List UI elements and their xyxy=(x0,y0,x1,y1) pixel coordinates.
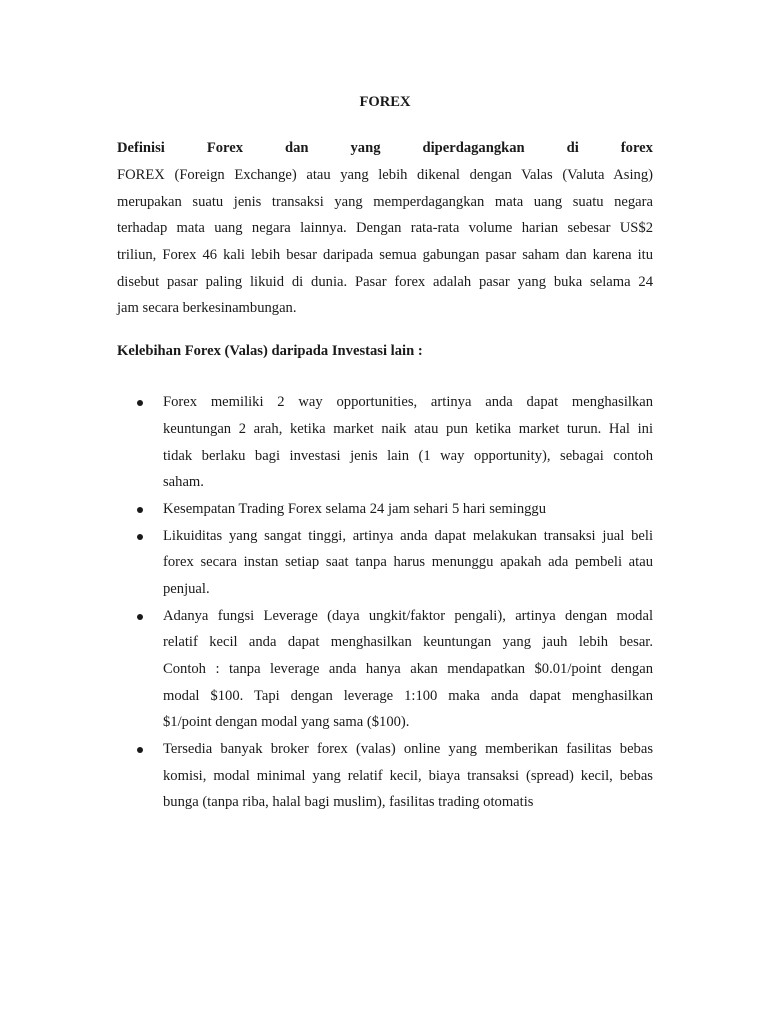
definition-heading-word: Definisi xyxy=(117,140,165,156)
list-item-line: Forex memiliki 2 way opportunities, artinya anda dapat menghasilkan xyxy=(163,394,653,411)
list-item-line: Contoh : tanpa leverage anda hanya akan mendapatkan $0.01/point dengan xyxy=(163,661,653,677)
page-title: FOREX xyxy=(359,94,411,110)
bullet-icon xyxy=(137,747,143,753)
list-item xyxy=(117,603,653,736)
list-item-line: $1/point dengan modal yang sama ($100). xyxy=(163,714,410,731)
list-item-line: forex secara instan setiap saat tanpa harus menunggu apakah ada pembeli atau xyxy=(163,554,653,571)
list-item xyxy=(117,496,653,523)
list-item-line: Likuiditas yang sangat tinggi, artinya anda dapat melakukan transaksi jual beli xyxy=(163,527,653,544)
bullet-icon xyxy=(137,614,143,620)
list-item-line: Tersedia banyak broker forex (valas) online yang memberikan fasilitas bebas xyxy=(163,741,653,758)
definition-heading-word: yang xyxy=(350,140,381,156)
paragraph-line: triliun, Forex 46 kali lebih besar daripada semua gabungan pasar saham dan karena itu xyxy=(117,247,653,264)
list-item-line: saham. xyxy=(163,474,204,491)
list-item-line: modal $100. Tapi dengan leverage 1:100 maka anda dapat menghasilkan xyxy=(163,687,653,704)
list-item-line: penjual. xyxy=(163,580,210,597)
list-item-line: keuntungan 2 arah, ketika market naik atau pun ketika market turun. Hal ini xyxy=(163,420,653,437)
list-item-line: Kesempatan Trading Forex selama 24 jam sehari 5 hari seminggu xyxy=(163,500,547,517)
intro-paragraph xyxy=(117,162,653,322)
bullet-icon xyxy=(137,534,143,540)
definition-heading-word: diperdagangkan xyxy=(422,140,525,156)
paragraph-line: FOREX (Foreign Exchange) atau yang lebih dikenal dengan Valas (Valuta Asing) xyxy=(117,167,653,183)
paragraph-line: jam secara berkesinambungan. xyxy=(117,300,297,317)
definition-heading-word: forex xyxy=(620,140,653,156)
bullet-icon xyxy=(137,507,143,513)
list-item-line: bunga (tanpa riba, halal bagi muslim), fasilitas trading otomatis xyxy=(163,794,534,811)
list-item-line: Adanya fungsi Leverage (daya ungkit/faktor pengali), artinya dengan modal xyxy=(163,607,653,624)
list-item-line: komisi, modal minimal yang relatif kecil, biaya transaksi (spread) kecil, bebas xyxy=(163,767,653,784)
bullet-icon xyxy=(137,400,143,406)
list-item xyxy=(117,736,653,816)
document-body xyxy=(117,91,653,816)
definition-heading-word: Forex xyxy=(206,140,244,156)
list-item-line: tidak berlaku bagi investasi jenis lain (1 way opportunity), sebagai contoh xyxy=(163,447,653,464)
paragraph-line: merupakan suatu jenis transaksi yang memperdagangkan mata uang suatu negara xyxy=(117,193,653,210)
advantages-list xyxy=(117,389,653,816)
list-item-line: relatif kecil anda dapat menghasilkan keuntungan yang jauh lebih besar. xyxy=(163,634,653,651)
list-item xyxy=(117,523,653,603)
advantages-heading: Kelebihan Forex (Valas) daripada Investasi lain : xyxy=(117,343,423,360)
paragraph-line: disebut pasar paling likuid di dunia. Pasar forex adalah pasar yang buka selama 24 xyxy=(117,273,653,290)
definition-heading xyxy=(117,135,653,162)
paragraph-line: terhadap mata uang negara lainnya. Dengan rata-rata volume harian sebesar US$2 xyxy=(117,220,653,237)
list-item xyxy=(117,389,653,496)
definition-heading-word: di xyxy=(566,140,579,156)
definition-heading-word: dan xyxy=(284,140,309,156)
